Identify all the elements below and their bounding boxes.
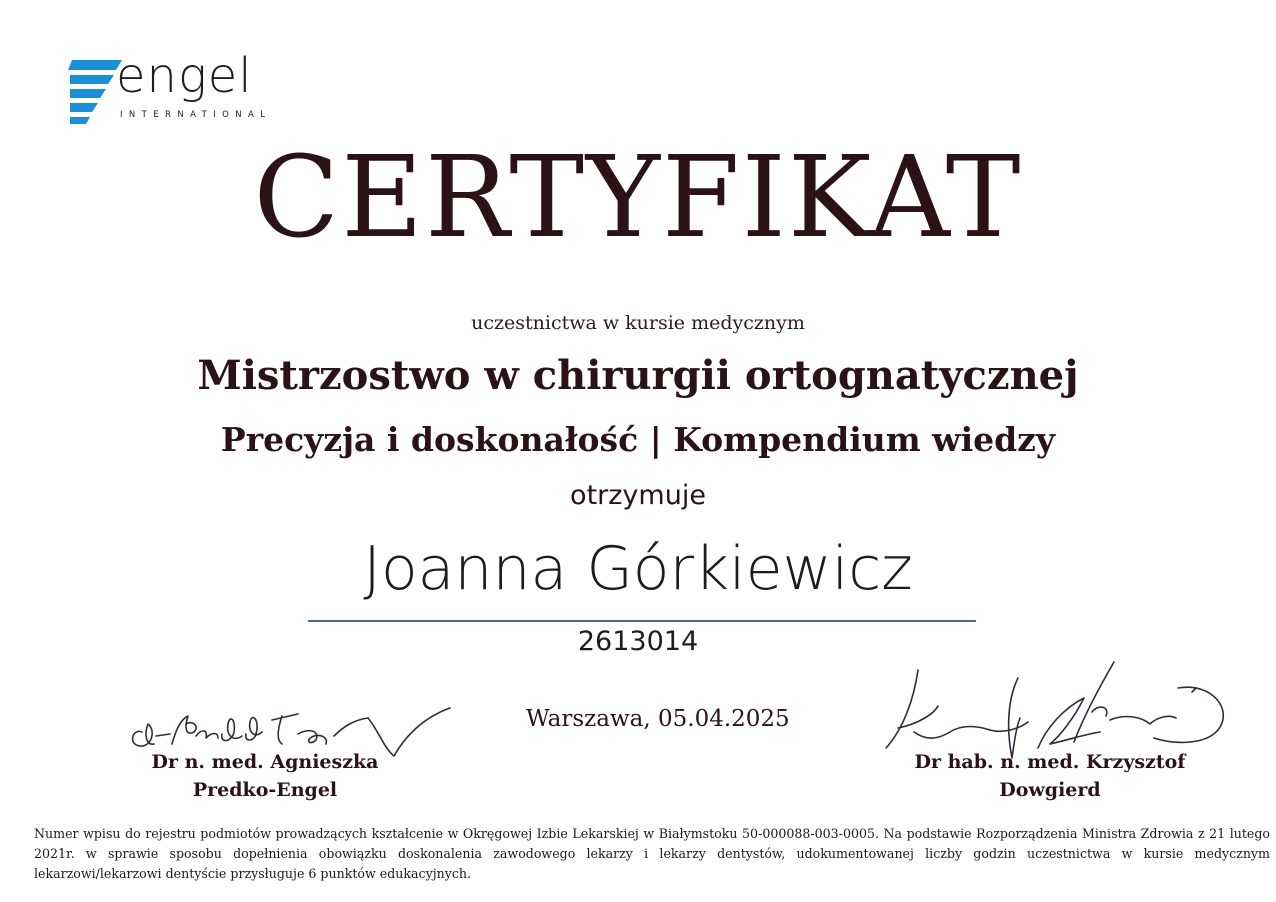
course-title: Mistrzostwo w chirurgii ortognatycznej [197, 352, 1079, 399]
engel-logo [68, 48, 298, 126]
signer-right [900, 748, 1200, 804]
certificate-subtitle: uczestnictwa w kursie medycznym [471, 312, 805, 334]
signer-right-line2: Dowgierd [999, 779, 1101, 801]
certificate-title: CERTYFIKAT [253, 133, 1023, 263]
receives-label: otrzymuje [570, 480, 706, 511]
legal-footnote: Numer wpisu do rejestru podmiotów prowadzących kształcenie w Okręgowej Izbie Lekarskiej w Białymstoku 50-000088-003-0005. Na podstawie Rozporządzenia Ministra Zdrowia z 21 lutego 2021r. w sprawie sposobu dopełnienia obowiązku doskonalenia zawodowego lekarzy i lekarzy dentystów, udokumentowanej liczby godzin uczestnictwa w kursie medycznym lekarzowi/lekarzowi dentyście przysługuje 6 punktów edukacyjnych. [34, 826, 1270, 881]
place-date: Warszawa, 05.04.2025 [526, 706, 790, 732]
recipient-name: Joanna Górkiewicz [363, 534, 913, 604]
signer-right-line1: Dr hab. n. med. Krzysztof [914, 751, 1186, 773]
logo-subtitle: INTERNATIONAL [120, 110, 272, 120]
logo-wordmark: engel [116, 48, 253, 104]
registration-number: 2613014 [577, 626, 699, 657]
signer-left-line2: Predko-Engel [192, 779, 338, 801]
name-underline [308, 620, 976, 622]
course-subtitle: Precyzja i doskonałość | Kompendium wiedzy [220, 420, 1056, 459]
signer-left [120, 748, 410, 804]
signer-left-line1: Dr n. med. Agnieszka [151, 751, 379, 773]
